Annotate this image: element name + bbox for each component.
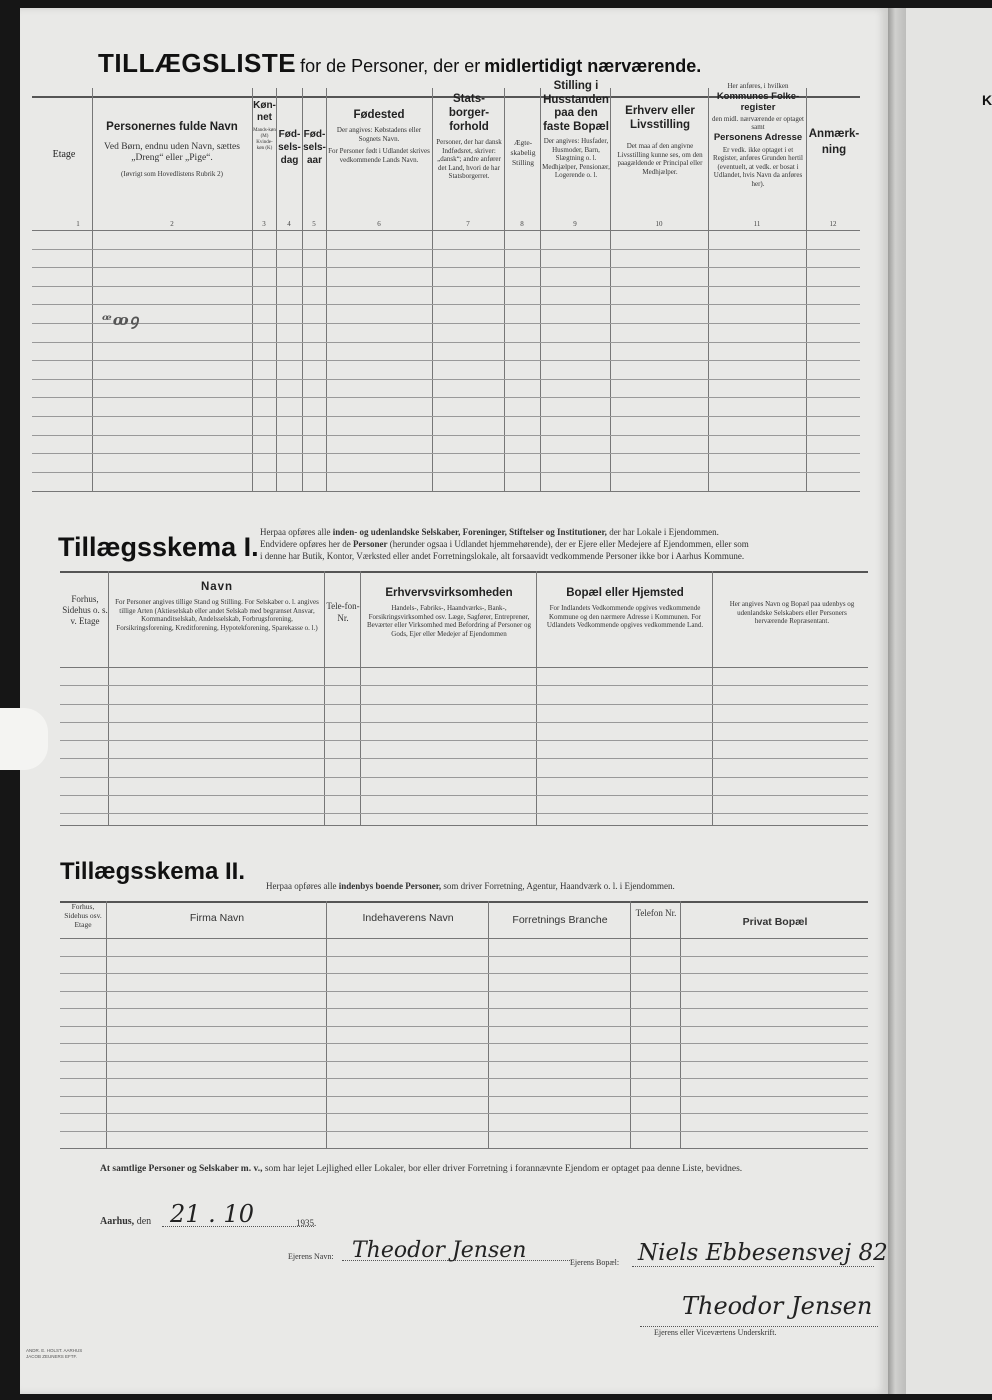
ruled-row-line [32,286,860,287]
t2-col-line [712,571,713,825]
owner-address-handwritten: Niels Ebbesensvej 82 [638,1240,888,1266]
table3-top-border [60,901,868,903]
statement [100,1164,742,1174]
header-text: Køn-net [253,100,276,123]
t3-header-telefon: Telefon Nr. [635,908,677,918]
header-sub: Personer, der har dansk Indfødsret, skriver: „dansk“; andre anfører det Land, hvori de har Statsborgerret. [436,138,502,180]
t1-col-line [540,88,541,491]
main-title [98,48,701,79]
table3-header-bottom [60,938,868,939]
header-text: Fød-sels-aar [303,129,326,166]
header-pre: Her anføres, i hvilken [727,82,789,90]
intro-bold: inden- og udenlandske Selskaber, Foreninger, Stiftelser og Institutioner, [332,527,607,537]
header-mid: den midl. nærværende er optaget samt [712,114,804,131]
table2-top-border [60,571,868,573]
t1-header-statsborger [434,92,504,181]
ruled-row-line [32,304,860,305]
col-num: 5 [312,220,316,228]
ruled-row-line [32,472,860,473]
statement-bold: At samtlige Personer og Selskaber m. v., [100,1164,263,1174]
ruled-row-line [60,1061,868,1062]
t2-col-line [536,571,537,825]
page-binding-edge [888,8,906,1394]
t1-header-folkeregister [710,82,806,188]
ruled-row-line [32,416,860,417]
col-num: 11 [753,220,761,228]
t2-header-erhverv [364,586,534,638]
table2-header-bottom [60,667,868,668]
ruled-row-line [60,777,868,778]
t2-header-navn [112,580,322,632]
schema1-title: Tillægsskema I. [58,532,259,562]
t1-col-line [504,88,505,491]
date-line [100,1216,151,1227]
ruled-row-line [60,1026,868,1027]
t1-col-line [92,88,93,491]
t2-header-bopael [540,586,710,630]
t2-col-line [360,571,361,825]
ruled-row-line [60,740,868,741]
ruled-row-line [32,453,860,454]
ruled-row-line [32,342,860,343]
table2-bottom-border [60,825,868,826]
t3-col-line [326,901,327,1148]
t1-header-erhverv [612,104,708,176]
header-text: Bopæl eller Hjemsted [566,587,684,599]
header-sub: Der angives: Husfader, Husmoder, Barn, Slægtning o. l. Medhjælper, Pensionær, Logerende o. l. [542,137,610,179]
main-title-emph: midlertidigt nærværende. [484,56,702,76]
t3-header-privat: Privat Bopæl [742,916,808,928]
signature-line [640,1326,878,1327]
header-sub: Der angives: Købstadens eller Sognets Navn. [336,126,422,143]
intro-text: Endvidere opføres her de [260,539,351,549]
t2-col-line [108,571,109,825]
table1-bottom-border [32,491,860,492]
t1-header-fodselsaar [303,128,326,167]
col-num: 4 [287,220,291,228]
t1-col-line [610,88,611,491]
ruled-row-line [60,1096,868,1097]
ruled-row-line [60,1043,868,1044]
main-title-rest: for de Personer, der er [300,56,481,76]
year: 1935. [296,1218,317,1228]
header-text: Ægte-skabelig Stilling [510,138,536,167]
schema2-intro [266,880,866,892]
header-text: Stilling i Husstanden paa den faste Bopæl [543,80,609,133]
intro-bold: Personer [352,539,388,549]
t3-col-line [106,901,107,1148]
t2-header-repraesentant: Her angives Navn og Bopæl paa udenbys og udenlandske Selskabers eller Personers herværende Repræsentant. [729,600,855,625]
col-num: 12 [829,220,837,228]
statement-text: som har lejet Lejlighed eller Lokaler, bor eller driver Forretning i forannævnte Ejendom er optaget paa denne Liste, bevidnes. [264,1164,743,1174]
header-sub: Ved Børn, endnu uden Navn, sættes „Dreng“ eller „Pige“. [104,142,240,163]
t3-col-line [488,901,489,1148]
den-label: den [136,1216,152,1227]
page-tab-marker [0,708,48,770]
intro-text: i denne har Butik, Kontor, Værksted eller andet Forretningslokale, alt forsaavidt vedkommende Personer ikke bor i Aarhus Kommune. [260,551,745,561]
t1-col-line [708,88,709,491]
t1-header-etage [36,148,92,162]
col-num: 1 [76,220,80,228]
t3-header-branche: Forretnings Branche [512,914,608,926]
col-num: 9 [573,220,577,228]
header-text: Navn [200,581,234,593]
ruled-row-line [60,813,868,814]
ruled-row-line [60,1113,868,1114]
ruled-row-line [60,758,868,759]
header-text: Anmærk-ning [808,128,860,156]
owner-name-label: Ejerens Navn: [288,1252,334,1261]
intro-text: Herpaa opføres alle [260,527,331,537]
t1-header-fodested [328,108,430,164]
t1-header-fodselsdag [277,128,302,167]
t1-header-anmaerkning [808,126,860,158]
ruled-row-line [60,1008,868,1009]
header-sub: Er vedk. ikke optaget i et Register, anføres Grunden hertil (eventuelt, at vedk. er bosat i Udlandet, hvis Navn da anføres her). [713,145,803,188]
table3-bottom-border [60,1148,868,1149]
header-text: Fød-sels-dag [278,129,301,166]
owner-address-line [632,1266,874,1267]
intro-bold: indenbys boende Personer, [338,881,442,891]
t1-header-kon [253,100,276,152]
header-sub: For Indlandets Vedkommende opgives vedkommende Kommune og den nærmere Adresse i Kommunen. For Udlandets Vedkommende opgives vedkommende Land. [546,604,704,629]
printer-mark: ANDR. E. HOLST. AARHUS JACOB ZEUNERS EFTF. [26,1348,83,1359]
t2-header-telefon: Tele-fon-Nr. [326,601,360,623]
t3-col-line [680,901,681,1148]
header-text2: Personens Adresse [713,131,803,143]
t1-col-line [806,88,807,491]
scribble-mark: ꟹꝏꝯ [102,311,140,329]
main-title-bold: TILLÆGSLISTE [98,48,297,78]
intro-text: som driver Forretning, Agentur, Haandværk o. l. i Ejendommen. [443,881,675,891]
col-num: 8 [520,220,524,228]
schema1-intro [260,526,868,562]
col-num: 7 [466,220,470,228]
ruled-row-line [32,267,860,268]
table1-header-bottom [32,230,860,231]
ruled-row-line [60,991,868,992]
ruled-row-line [60,722,868,723]
col-num: 6 [377,220,381,228]
owner-name-handwritten: Theodor Jensen [352,1238,527,1263]
owner-address-label: Ejerens Bopæl: [570,1258,620,1267]
header-text: Stats-borger-forhold [448,93,490,133]
t1-col-line [326,88,327,491]
ruled-row-line [32,379,860,380]
ruled-row-line [60,973,868,974]
ruled-row-line [60,1078,868,1079]
city: Aarhus, [100,1216,135,1227]
form-page [20,8,888,1394]
header-text: Personernes fulde Navn [106,121,238,133]
header-text: Erhvervsvirksomheden [385,587,513,599]
ruled-row-line [60,704,868,705]
t3-header-firma: Firma Navn [189,912,245,924]
ruled-row-line [32,249,860,250]
signature-label: Ejerens eller Viceværtens Underskrift. [654,1328,777,1337]
next-page-fragment [906,8,992,1394]
ruled-row-line [60,956,868,957]
t1-header-aegteskabelig [506,138,540,168]
header-sub2: For Personer født i Udlandet skrives vedkommende Lands Navn. [328,147,430,164]
next-page-letter: K [982,92,992,108]
header-text: Kommunes Folke-register [716,90,800,113]
t1-col-line [432,88,433,491]
t2-col-line [324,571,325,825]
header-sub2: (Iøvrigt som Hovedlistens Rubrik 2) [121,170,223,178]
t2-header-etage: Forhus, Sidehus o. s. v. Etage [62,594,108,626]
ruled-row-line [32,397,860,398]
ruled-row-line [60,795,868,796]
ruled-row-line [60,685,868,686]
schema2-title: Tillægsskema II. [60,858,245,885]
col-num: 2 [170,220,174,228]
col-num: 10 [655,220,663,228]
t3-header-etage: Forhus, Sidehus osv. Etage [64,902,102,929]
header-text: Etage [52,149,76,160]
ruled-row-line [32,323,860,324]
t1-header-stilling [542,80,610,180]
signature-handwritten: Theodor Jensen [682,1292,873,1320]
header-sub: Mands-køn (M) Kvinde-køn (K) [253,128,276,151]
header-sub: For Personer angives tillige Stand og Stilling. For Selskaber o. l. angives tillige Arten (Aktieselskab eller andet Selskab med begrænset Ansvar, Kommanditselskab, Andelsselskab, Forbrugsforening, Forsikringsforening, Kreditforening, Hypotekforening, Sparekasse o. l.) [115,598,319,632]
intro-text: der har Lokale i Ejendommen. [609,527,719,537]
col-num: 3 [262,220,266,228]
header-sub: Det maa af den angivne Livsstilling kunne ses, om den paagældende er Principal eller Medhjælper. [617,142,703,176]
ruled-row-line [60,1131,868,1132]
header-text: Erhverv eller Livsstilling [625,105,695,131]
header-text: Fødested [353,109,405,121]
t3-header-indehaver: Indehaverens Navn [362,912,454,924]
t1-header-name [94,120,250,179]
intro-text: (herunder ogsaa i Udlandet hjemmehørende), der er Ejere eller Medejere af Ejendommen, eller som [389,539,749,549]
header-sub: Handels-, Fabriks-, Haandværks-, Bank-, Forsikringsvirksomhed osv. Læge, Sagfører, Entreprenør, Beværter eller Virksomhed med Befordring af Personer og Gods, Ejer eller Medejer af Ejendommen [366,604,532,638]
ruled-row-line [32,360,860,361]
t3-col-line [630,901,631,1148]
date-handwritten: 21 . 10 [170,1200,254,1228]
intro-text: Herpaa opføres alle [266,881,337,891]
ruled-row-line [32,435,860,436]
